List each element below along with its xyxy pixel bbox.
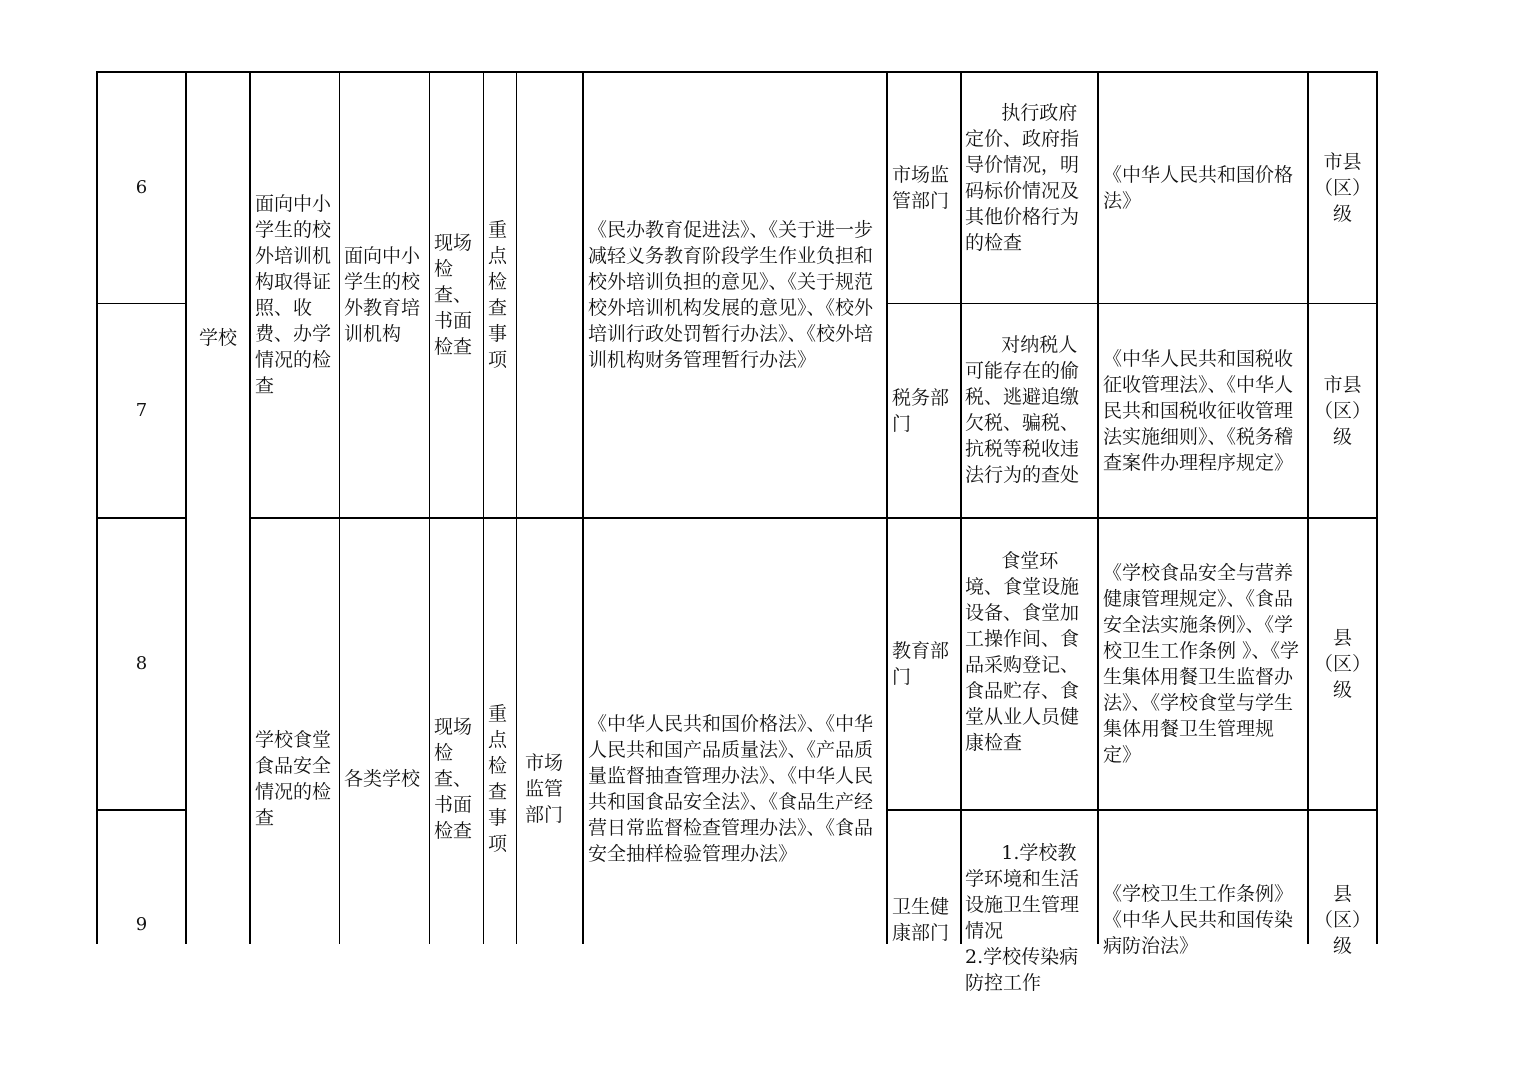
row-number (98, 519, 185, 809)
basis-cell (584, 73, 886, 517)
sub-law-text: 《中华人民共和国价格法》 (1103, 164, 1294, 212)
row-number-text: 6 (135, 177, 148, 198)
inspection-method-cell (430, 519, 483, 1039)
sub-content-cell (962, 522, 1097, 809)
inspection-item-cell (251, 519, 339, 1039)
inspection-method-text: 现场检查、书面检查 (434, 716, 473, 842)
sub-content-text: 执行政府定价、政府指导价情况，明码标价情况及其他价格行为的检查 (965, 102, 1080, 254)
sub-dept-text: 教育部门 (892, 640, 950, 688)
sub-content-cell (962, 306, 1097, 517)
category-cell (187, 73, 249, 603)
lead-dept-cell (517, 73, 582, 517)
inspection-object-text: 各类学校 (344, 768, 421, 790)
basis-text: 《中华人民共和国价格法》、《中华人民共和国产品质量法》、《产品质量监督抽查管理办法》、《中华人民共和国食品安全法》、《食品生产经营日常监督检查管理办法》、《食品安全抽样检验管理办法》 (588, 713, 874, 865)
grid-line (1376, 71, 1378, 944)
inspection-type-text: 重点检查事项 (488, 703, 508, 855)
inspection-type-cell (484, 519, 516, 1039)
category-text: 学校 (198, 327, 237, 349)
sub-content-text: 1.学校教学环境和生活设施卫生管理情况 2.学校传染病防控工作 (965, 842, 1080, 994)
sub-dept-text: 市场监管部门 (892, 164, 950, 212)
basis-text: 《民办教育促进法》、《关于进一步减轻义务教育阶段学生作业负担和校外培训负担的意见》、《关于规范校外培训机构发展的意见》、《校外培训行政处罚暂行办法》、《校外培训机构财务管理暂行办法》 (588, 219, 874, 371)
inspection-method-cell (430, 73, 483, 517)
basis-cell (584, 519, 886, 1059)
table-viewport (96, 71, 1380, 994)
inspection-object-cell (340, 73, 429, 517)
sub-law-cell (1099, 519, 1307, 809)
sub-law-text: 《学校食品安全与营养健康管理规定》、《食品安全法实施条例》、《学校卫生工作条例 》、《学生集体用餐卫生监督办法》、《学校食堂与学生集体用餐卫生管理规定》 (1103, 562, 1300, 766)
sub-dept-cell (888, 519, 960, 809)
sub-dept-cell (888, 73, 960, 303)
inspection-item-text: 学校食堂食品安全情况的检查 (255, 729, 332, 829)
lead-dept-text: 市场监管部门 (525, 752, 564, 826)
sub-law-text: 《中华人民共和国税收征收管理法》、《中华人民共和国税收征收管理法实施细则》、《税务稽查案件办理程序规定》 (1103, 347, 1294, 474)
sub-level-text: 县（区）级 (1314, 627, 1372, 701)
row-number-text: 9 (135, 914, 148, 935)
lead-dept-cell (517, 519, 582, 1059)
sub-law-cell (1099, 811, 1307, 1029)
sub-level-text: 市县（区）级 (1314, 151, 1372, 225)
inspection-item-cell (251, 73, 339, 517)
sub-law-text: 《学校卫生工作条例》《中华人民共和国传染病防治法》 (1103, 883, 1294, 957)
sub-level-cell (1309, 73, 1376, 303)
row-number-text: 8 (135, 653, 148, 674)
sub-level-cell (1309, 811, 1376, 1029)
sub-law-cell (1099, 73, 1307, 303)
inspection-method-text: 现场检查、书面检查 (434, 232, 473, 358)
inspection-type-cell (484, 73, 516, 517)
sub-content-cell (962, 74, 1097, 303)
sub-dept-cell (888, 304, 960, 517)
sub-content-cell (962, 814, 1097, 1029)
sub-content-text: 对纳税人可能存在的偷税、逃避追缴欠税、骗税、抗税等税收违法行为的查处 (965, 334, 1080, 486)
sub-law-cell (1099, 304, 1307, 517)
sub-content-text: 食堂环境、食堂设施设备、食堂加工操作间、食品采购登记、食品贮存、食堂从业人员健康检查 (965, 550, 1080, 754)
row-number-text: 7 (135, 399, 148, 421)
sub-level-text: 市县（区）级 (1314, 373, 1372, 448)
row-number (98, 304, 185, 517)
inspection-type-text: 重点检查事项 (488, 219, 508, 371)
sub-level-text: 县（区）级 (1314, 883, 1372, 957)
inspection-object-text: 面向中小学生的校外教育培训机构 (344, 245, 421, 345)
sub-level-cell (1309, 519, 1376, 809)
sub-dept-cell (888, 811, 960, 1029)
inspection-object-cell (340, 519, 429, 1039)
inspection-item-text: 面向中小学生的校外培训机构取得证照、收费、办学情况的检查 (255, 193, 332, 397)
sub-dept-text: 卫生健康部门 (892, 896, 950, 944)
row-number (98, 73, 185, 303)
sub-dept-text: 税务部门 (892, 386, 950, 435)
row-number (98, 811, 185, 1039)
sub-level-cell (1309, 304, 1376, 517)
